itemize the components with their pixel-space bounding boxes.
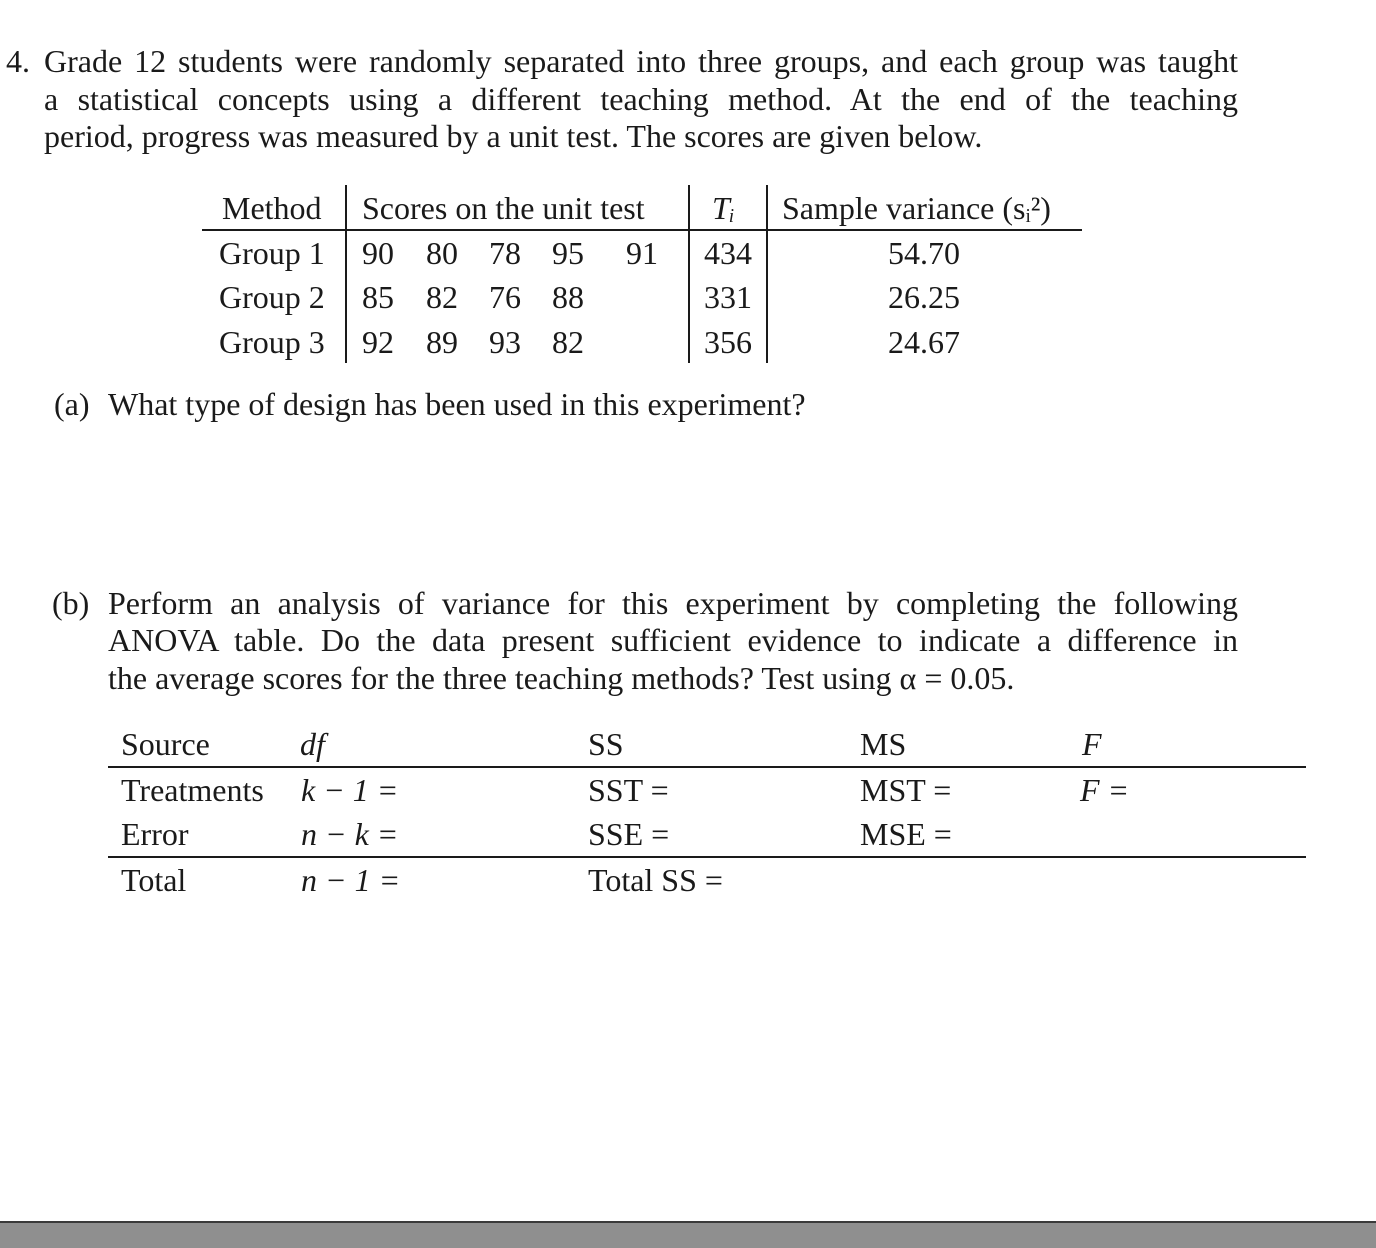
- bottom-bar: [0, 1221, 1376, 1248]
- total-cell: 356: [704, 324, 752, 360]
- question-line-1: Grade 12 students were randomly separated into three groups, and each group was taught: [44, 43, 1238, 79]
- score-cell: 85: [362, 279, 394, 315]
- part-b-line-3: the average scores for the three teaching methods? Test using α = 0.05.: [108, 660, 1015, 696]
- variance-cell: 26.25: [888, 279, 960, 315]
- score-cell: 88: [552, 279, 584, 315]
- anova-header-df: df: [300, 726, 325, 762]
- total-cell: 434: [704, 235, 752, 271]
- variance-cell: 24.67: [888, 324, 960, 360]
- part-a-text: What type of design has been used in this experiment?: [108, 386, 806, 422]
- anova-row-df: k − 1 =: [301, 772, 399, 808]
- header-method: Method: [222, 190, 322, 226]
- score-cell: 92: [362, 324, 394, 360]
- total-cell: 331: [704, 279, 752, 315]
- part-b-line-1: Perform an analysis of variance for this experiment by completing the following: [108, 585, 1238, 621]
- table-row-group: Group 3: [219, 324, 325, 360]
- anova-row-ss: SST =: [588, 772, 669, 808]
- anova-row-f: F =: [1080, 772, 1130, 808]
- score-cell: 90: [362, 235, 394, 271]
- table-header-rule: [202, 229, 1082, 231]
- anova-row-df: n − k =: [301, 816, 399, 852]
- score-cell: 76: [489, 279, 521, 315]
- question-line-3: period, progress was measured by a unit test. The scores are given below.: [44, 118, 983, 154]
- table-divider-3: [766, 185, 768, 363]
- part-b-line-2: ANOVA table. Do the data present sufficient evidence to indicate a difference in: [108, 622, 1238, 658]
- part-a-label: (a): [54, 386, 90, 422]
- question-number: 4.: [6, 43, 30, 79]
- anova-row-df: n − 1 =: [301, 862, 401, 898]
- score-cell: 82: [426, 279, 458, 315]
- table-divider-1: [345, 185, 347, 363]
- score-cell: 82: [552, 324, 584, 360]
- anova-header-rule: [108, 766, 1306, 768]
- score-cell: 95: [552, 235, 584, 271]
- anova-row-source: Error: [121, 816, 189, 852]
- score-cell: 78: [489, 235, 521, 271]
- table-row-group: Group 2: [219, 279, 325, 315]
- anova-header-f: F: [1082, 726, 1102, 762]
- part-b-label: (b): [52, 585, 90, 621]
- score-cell: 93: [489, 324, 521, 360]
- score-cell: 89: [426, 324, 458, 360]
- header-scores: Scores on the unit test: [362, 190, 645, 226]
- anova-row-ms: MST =: [860, 772, 952, 808]
- anova-header-ss: SS: [588, 726, 624, 762]
- anova-row-ms: MSE =: [860, 816, 952, 852]
- anova-row-ss: Total SS =: [588, 862, 723, 898]
- anova-header-ms: MS: [860, 726, 907, 762]
- table-divider-2: [688, 185, 690, 363]
- anova-row-ss: SSE =: [588, 816, 670, 852]
- anova-header-source: Source: [121, 726, 210, 762]
- anova-total-rule: [108, 856, 1306, 858]
- header-total: Tᵢ: [712, 190, 735, 226]
- score-cell: 91: [626, 235, 658, 271]
- table-row-group: Group 1: [219, 235, 325, 271]
- anova-row-source: Treatments: [121, 772, 264, 808]
- question-line-2: a statistical concepts using a different teaching method. At the end of the teaching: [44, 81, 1238, 117]
- anova-row-source: Total: [121, 862, 187, 898]
- header-variance: Sample variance (sᵢ²): [782, 190, 1051, 226]
- variance-cell: 54.70: [888, 235, 960, 271]
- score-cell: 80: [426, 235, 458, 271]
